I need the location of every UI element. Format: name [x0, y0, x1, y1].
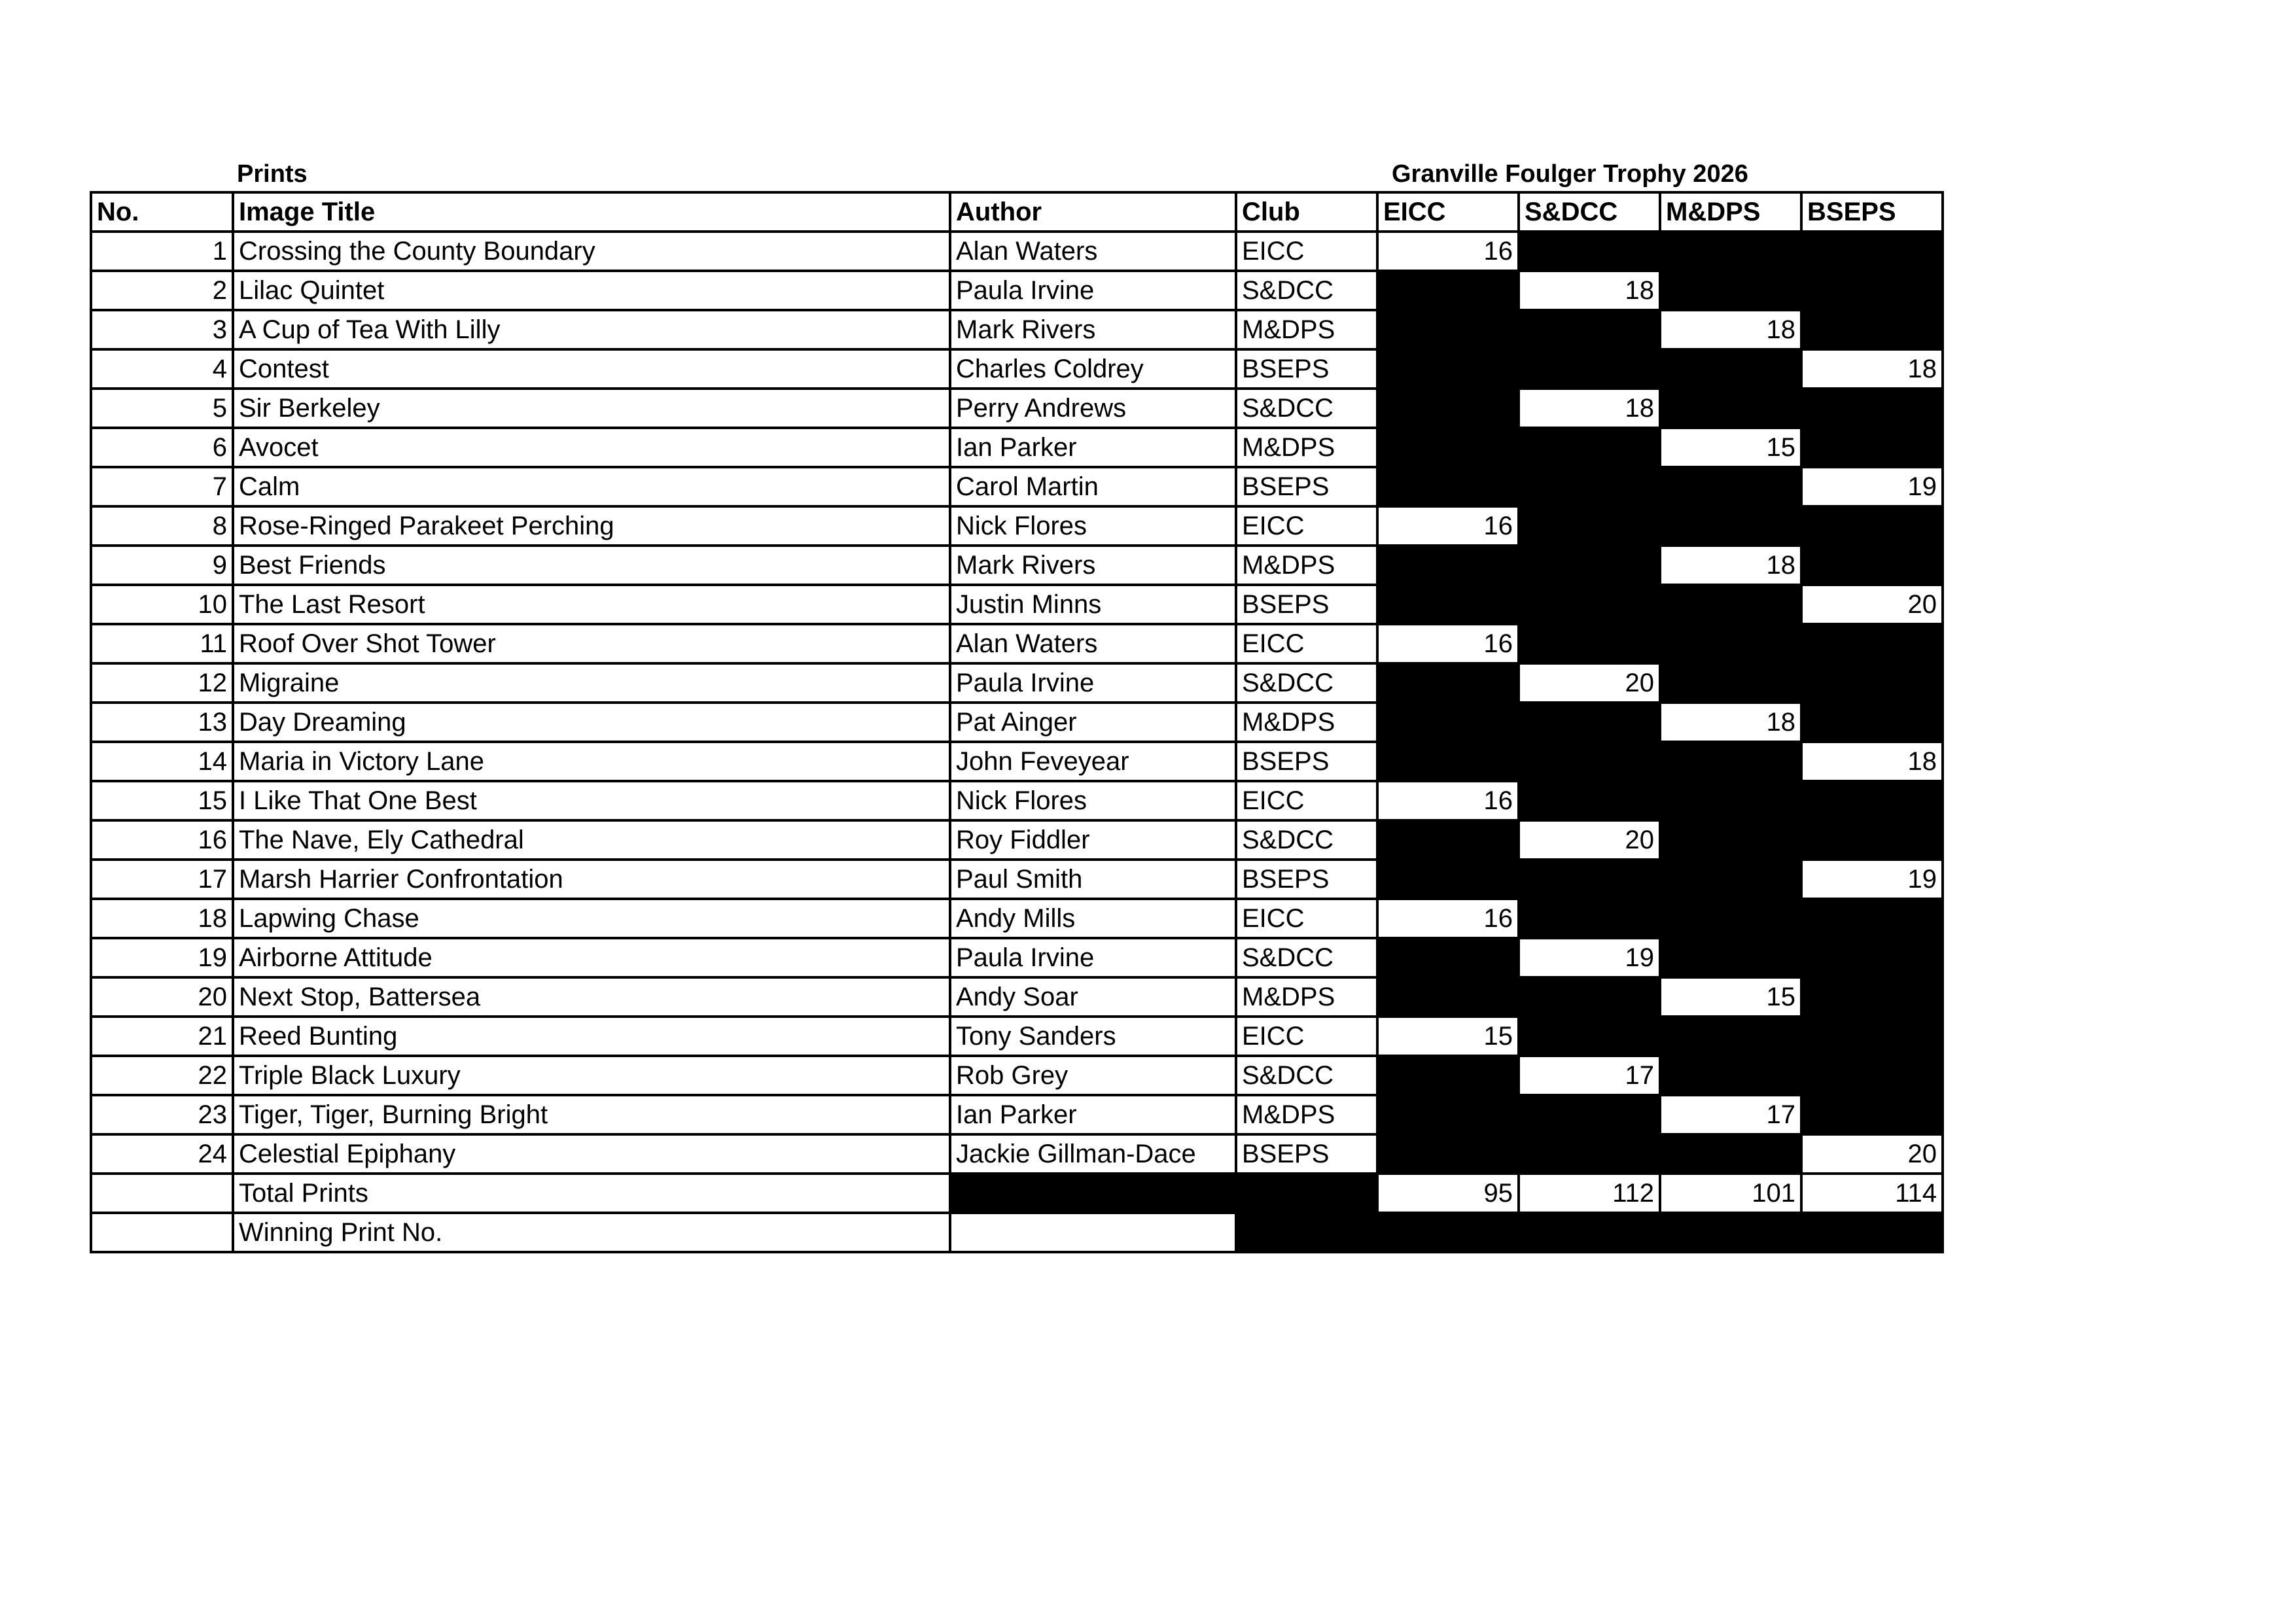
club-cell[interactable]: BSEPS	[1236, 585, 1377, 624]
table-row	[91, 506, 1943, 546]
entry-number-cell[interactable]: 10	[91, 585, 233, 624]
blocked-cell	[1660, 938, 1801, 977]
blocked-cell	[1519, 232, 1660, 271]
table-row	[91, 624, 1943, 663]
blocked-cell	[1377, 742, 1519, 781]
blocked-cell	[1660, 899, 1801, 938]
score-cell-mdps[interactable]: 18	[1660, 546, 1801, 585]
blocked-cell	[1377, 703, 1519, 742]
club-cell[interactable]: BSEPS	[1236, 742, 1377, 781]
author-cell[interactable]: Ian Parker	[950, 428, 1236, 467]
blocked-cell	[1377, 585, 1519, 624]
score-cell-sdcc[interactable]: 20	[1519, 663, 1660, 703]
column-header-eicc[interactable]: EICC	[1377, 192, 1519, 232]
blocked-cell	[1660, 781, 1801, 820]
score-cell-bseps[interactable]: 18	[1801, 349, 1943, 389]
total-eicc[interactable]: 95	[1377, 1174, 1519, 1213]
table-row	[91, 310, 1943, 349]
score-cell-eicc[interactable]: 16	[1377, 506, 1519, 546]
club-cell[interactable]: S&DCC	[1236, 389, 1377, 428]
image-title-cell[interactable]: Airborne Attitude	[233, 938, 950, 977]
club-cell[interactable]: S&DCC	[1236, 938, 1377, 977]
table-row	[91, 899, 1943, 938]
score-cell-bseps[interactable]: 20	[1801, 1134, 1943, 1174]
table-row	[91, 977, 1943, 1017]
table-row	[91, 938, 1943, 977]
blocked-cell	[1377, 860, 1519, 899]
total-mdps[interactable]: 101	[1660, 1174, 1801, 1213]
column-header-image-title[interactable]: Image Title	[233, 192, 950, 232]
blocked-cell	[1377, 1095, 1519, 1134]
entry-number-cell[interactable]: 3	[91, 310, 233, 349]
blocked-cell	[1377, 389, 1519, 428]
table-row	[91, 703, 1943, 742]
image-title-cell[interactable]: Avocet	[233, 428, 950, 467]
club-cell[interactable]: M&DPS	[1236, 703, 1377, 742]
blocked-cell	[1660, 585, 1801, 624]
club-cell[interactable]: M&DPS	[1236, 1095, 1377, 1134]
blocked-cell	[1660, 271, 1801, 310]
image-title-cell[interactable]: Crossing the County Boundary	[233, 232, 950, 271]
blocked-cell	[1660, 1213, 1801, 1252]
entry-number-cell[interactable]: 12	[91, 663, 233, 703]
table-row	[91, 232, 1943, 271]
blocked-cell	[1801, 271, 1943, 310]
author-cell[interactable]: Jackie Gillman-Dace	[950, 1134, 1236, 1174]
blocked-cell	[1660, 860, 1801, 899]
author-cell[interactable]: Charles Coldrey	[950, 349, 1236, 389]
section-title: Prints	[237, 160, 308, 188]
blocked-cell	[1801, 428, 1943, 467]
club-cell[interactable]: EICC	[1236, 899, 1377, 938]
author-cell[interactable]: Andy Mills	[950, 899, 1236, 938]
score-cell-sdcc[interactable]: 18	[1519, 389, 1660, 428]
entry-number-cell[interactable]: 22	[91, 1056, 233, 1095]
image-title-cell[interactable]: Triple Black Luxury	[233, 1056, 950, 1095]
author-cell[interactable]: Rob Grey	[950, 1056, 1236, 1095]
blocked-cell	[1801, 899, 1943, 938]
score-cell-eicc[interactable]: 16	[1377, 624, 1519, 663]
image-title-cell[interactable]: Tiger, Tiger, Burning Bright	[233, 1095, 950, 1134]
entry-number-cell[interactable]: 13	[91, 703, 233, 742]
blocked-cell	[1801, 781, 1943, 820]
blocked-cell	[1660, 232, 1801, 271]
author-cell[interactable]: Carol Martin	[950, 467, 1236, 506]
image-title-cell[interactable]: I Like That One Best	[233, 781, 950, 820]
winning-print-input-cell[interactable]	[950, 1213, 1236, 1252]
table-row	[91, 349, 1943, 389]
score-cell-mdps[interactable]: 15	[1660, 977, 1801, 1017]
blocked-cell	[1519, 467, 1660, 506]
trophy-title: Granville Foulger Trophy 2026	[1392, 160, 1748, 188]
totals-label[interactable]: Total Prints	[233, 1174, 950, 1213]
blocked-cell	[1660, 1134, 1801, 1174]
table-row	[91, 860, 1943, 899]
image-title-cell[interactable]: A Cup of Tea With Lilly	[233, 310, 950, 349]
author-cell[interactable]: Mark Rivers	[950, 310, 1236, 349]
blocked-cell	[1377, 1056, 1519, 1095]
author-cell[interactable]: Paula Irvine	[950, 663, 1236, 703]
score-cell-mdps[interactable]: 17	[1660, 1095, 1801, 1134]
author-cell[interactable]: Nick Flores	[950, 781, 1236, 820]
column-header-bseps[interactable]: BSEPS	[1801, 192, 1943, 232]
header-row	[91, 192, 1943, 232]
blocked-cell	[1519, 703, 1660, 742]
entry-number-cell[interactable]: 20	[91, 977, 233, 1017]
table-row	[91, 428, 1943, 467]
author-cell[interactable]: Tony Sanders	[950, 1017, 1236, 1056]
blocked-cell	[1377, 310, 1519, 349]
image-title-cell[interactable]: Migraine	[233, 663, 950, 703]
blocked-cell	[1519, 310, 1660, 349]
blocked-cell	[1801, 977, 1943, 1017]
author-cell[interactable]: Justin Minns	[950, 585, 1236, 624]
total-sdcc[interactable]: 112	[1519, 1174, 1660, 1213]
score-cell-bseps[interactable]: 19	[1801, 467, 1943, 506]
entry-number-cell[interactable]: 21	[91, 1017, 233, 1056]
club-cell[interactable]: S&DCC	[1236, 1056, 1377, 1095]
blocked-cell	[1660, 820, 1801, 860]
blocked-cell	[1801, 1056, 1943, 1095]
blocked-cell	[1801, 389, 1943, 428]
blocked-cell	[1236, 1213, 1377, 1252]
club-cell[interactable]: BSEPS	[1236, 1134, 1377, 1174]
blocked-cell	[1519, 1213, 1660, 1252]
blocked-cell	[1801, 1213, 1943, 1252]
total-bseps[interactable]: 114	[1801, 1174, 1943, 1213]
table-row	[91, 1056, 1943, 1095]
blocked-cell	[1801, 703, 1943, 742]
table-row	[91, 742, 1943, 781]
results-table	[90, 191, 1944, 1253]
blocked-cell	[1519, 977, 1660, 1017]
blocked-cell	[1801, 232, 1943, 271]
image-title-cell[interactable]: Reed Bunting	[233, 1017, 950, 1056]
entry-number-cell[interactable]: 16	[91, 820, 233, 860]
entry-number-cell[interactable]: 6	[91, 428, 233, 467]
blocked-cell	[1660, 663, 1801, 703]
image-title-cell[interactable]: Maria in Victory Lane	[233, 742, 950, 781]
image-title-cell[interactable]: Roof Over Shot Tower	[233, 624, 950, 663]
author-cell[interactable]: John Feveyear	[950, 742, 1236, 781]
score-cell-sdcc[interactable]: 20	[1519, 820, 1660, 860]
author-cell[interactable]: Paula Irvine	[950, 938, 1236, 977]
score-cell-sdcc[interactable]: 17	[1519, 1056, 1660, 1095]
blocked-cell	[1377, 546, 1519, 585]
winning-row	[91, 1213, 1943, 1252]
column-header-no[interactable]: No.	[91, 192, 233, 232]
entry-number-cell[interactable]: 24	[91, 1134, 233, 1174]
image-title-cell[interactable]: Contest	[233, 349, 950, 389]
image-title-cell[interactable]: The Last Resort	[233, 585, 950, 624]
blocked-cell	[1519, 1134, 1660, 1174]
blocked-cell	[1236, 1174, 1377, 1213]
blocked-cell	[1377, 1213, 1519, 1252]
author-cell[interactable]: Alan Waters	[950, 232, 1236, 271]
entry-number-cell[interactable]: 15	[91, 781, 233, 820]
author-cell[interactable]: Perry Andrews	[950, 389, 1236, 428]
entry-number-cell[interactable]: 2	[91, 271, 233, 310]
blocked-cell	[1377, 663, 1519, 703]
winning-label[interactable]: Winning Print No.	[233, 1213, 950, 1252]
column-header-club[interactable]: Club	[1236, 192, 1377, 232]
entry-number-cell[interactable]: 8	[91, 506, 233, 546]
blocked-cell	[1377, 977, 1519, 1017]
entry-number-cell[interactable]: 11	[91, 624, 233, 663]
column-header-mdps[interactable]: M&DPS	[1660, 192, 1801, 232]
score-cell-eicc[interactable]: 16	[1377, 899, 1519, 938]
table-row	[91, 1095, 1943, 1134]
club-cell[interactable]: BSEPS	[1236, 467, 1377, 506]
score-cell-bseps[interactable]: 18	[1801, 742, 1943, 781]
blocked-cell	[1801, 546, 1943, 585]
blocked-cell	[1519, 1095, 1660, 1134]
blocked-cell	[1801, 310, 1943, 349]
blocked-cell	[1377, 938, 1519, 977]
blocked-cell	[1801, 663, 1943, 703]
author-cell[interactable]: Ian Parker	[950, 1095, 1236, 1134]
blocked-cell	[1801, 1095, 1943, 1134]
totals-row	[91, 1174, 1943, 1213]
score-cell-eicc[interactable]: 15	[1377, 1017, 1519, 1056]
club-cell[interactable]: EICC	[1236, 624, 1377, 663]
image-title-cell[interactable]: Lapwing Chase	[233, 899, 950, 938]
blocked-cell	[1660, 624, 1801, 663]
image-title-cell[interactable]: Celestial Epiphany	[233, 1134, 950, 1174]
blocked-cell	[1519, 899, 1660, 938]
blocked-cell	[1519, 781, 1660, 820]
table-row	[91, 1017, 1943, 1056]
table-row	[91, 663, 1943, 703]
entry-number-cell[interactable]: 23	[91, 1095, 233, 1134]
entry-number-cell[interactable]: 19	[91, 938, 233, 977]
image-title-cell[interactable]: Lilac Quintet	[233, 271, 950, 310]
club-cell[interactable]: EICC	[1236, 1017, 1377, 1056]
table-row	[91, 781, 1943, 820]
table-row	[91, 467, 1943, 506]
entry-number-cell[interactable]: 5	[91, 389, 233, 428]
entry-number-cell[interactable]: 18	[91, 899, 233, 938]
score-cell-bseps[interactable]: 20	[1801, 585, 1943, 624]
blocked-cell	[1519, 624, 1660, 663]
author-cell[interactable]: Paul Smith	[950, 860, 1236, 899]
blocked-cell	[1801, 624, 1943, 663]
club-cell[interactable]: S&DCC	[1236, 271, 1377, 310]
author-cell[interactable]: Pat Ainger	[950, 703, 1236, 742]
club-cell[interactable]: BSEPS	[1236, 860, 1377, 899]
blocked-cell	[1519, 428, 1660, 467]
entry-number-cell[interactable]: 17	[91, 860, 233, 899]
blocked-cell	[1519, 546, 1660, 585]
blocked-cell	[1660, 389, 1801, 428]
table-row	[91, 271, 1943, 310]
author-cell[interactable]: Paula Irvine	[950, 271, 1236, 310]
blocked-cell	[1519, 506, 1660, 546]
blocked-cell	[1377, 349, 1519, 389]
blocked-cell	[1519, 585, 1660, 624]
blocked-cell	[1519, 860, 1660, 899]
blocked-cell	[1519, 742, 1660, 781]
club-cell[interactable]: M&DPS	[1236, 977, 1377, 1017]
score-cell-eicc[interactable]: 16	[1377, 232, 1519, 271]
blocked-cell	[1660, 1017, 1801, 1056]
blocked-cell	[1377, 428, 1519, 467]
entry-number-cell[interactable]: 4	[91, 349, 233, 389]
author-cell[interactable]: Nick Flores	[950, 506, 1236, 546]
entry-number-cell[interactable]: 1	[91, 232, 233, 271]
table-row	[91, 546, 1943, 585]
blocked-cell	[1801, 1017, 1943, 1056]
blocked-cell	[1801, 506, 1943, 546]
image-title-cell[interactable]: Best Friends	[233, 546, 950, 585]
score-cell-mdps[interactable]: 18	[1660, 703, 1801, 742]
blocked-cell	[1660, 349, 1801, 389]
blocked-cell	[1801, 820, 1943, 860]
club-cell[interactable]: M&DPS	[1236, 546, 1377, 585]
club-cell[interactable]: EICC	[1236, 781, 1377, 820]
image-title-cell[interactable]: Day Dreaming	[233, 703, 950, 742]
blocked-cell	[1377, 820, 1519, 860]
image-title-cell[interactable]: Sir Berkeley	[233, 389, 950, 428]
score-cell-mdps[interactable]: 15	[1660, 428, 1801, 467]
blocked-cell	[1660, 742, 1801, 781]
score-cell-sdcc[interactable]: 18	[1519, 271, 1660, 310]
image-title-cell[interactable]: The Nave, Ely Cathedral	[233, 820, 950, 860]
blocked-cell	[1377, 1134, 1519, 1174]
club-cell[interactable]: S&DCC	[1236, 663, 1377, 703]
score-cell-eicc[interactable]: 16	[1377, 781, 1519, 820]
author-cell[interactable]: Mark Rivers	[950, 546, 1236, 585]
blocked-cell	[1519, 1017, 1660, 1056]
blocked-cell	[1377, 467, 1519, 506]
score-cell-bseps[interactable]: 19	[1801, 860, 1943, 899]
blocked-cell	[1660, 467, 1801, 506]
blocked-cell	[950, 1174, 1236, 1213]
table-row	[91, 1134, 1943, 1174]
score-cell-mdps[interactable]: 18	[1660, 310, 1801, 349]
image-title-cell[interactable]: Next Stop, Battersea	[233, 977, 950, 1017]
blocked-cell	[1377, 271, 1519, 310]
winning-no-cell[interactable]	[91, 1213, 233, 1252]
table-row	[91, 585, 1943, 624]
club-cell[interactable]: EICC	[1236, 506, 1377, 546]
score-cell-sdcc[interactable]: 19	[1519, 938, 1660, 977]
totals-no-cell[interactable]	[91, 1174, 233, 1213]
club-cell[interactable]: M&DPS	[1236, 310, 1377, 349]
author-cell[interactable]: Roy Fiddler	[950, 820, 1236, 860]
column-header-sdcc[interactable]: S&DCC	[1519, 192, 1660, 232]
table-row	[91, 389, 1943, 428]
image-title-cell[interactable]: Rose-Ringed Parakeet Perching	[233, 506, 950, 546]
blocked-cell	[1660, 506, 1801, 546]
club-cell[interactable]: EICC	[1236, 232, 1377, 271]
club-cell[interactable]: S&DCC	[1236, 820, 1377, 860]
entry-number-cell[interactable]: 7	[91, 467, 233, 506]
column-header-author[interactable]: Author	[950, 192, 1236, 232]
entry-number-cell[interactable]: 9	[91, 546, 233, 585]
author-cell[interactable]: Andy Soar	[950, 977, 1236, 1017]
blocked-cell	[1801, 938, 1943, 977]
table-row	[91, 820, 1943, 860]
blocked-cell	[1660, 1056, 1801, 1095]
club-cell[interactable]: BSEPS	[1236, 349, 1377, 389]
club-cell[interactable]: M&DPS	[1236, 428, 1377, 467]
image-title-cell[interactable]: Calm	[233, 467, 950, 506]
sheet-titles	[90, 157, 1955, 191]
entry-number-cell[interactable]: 14	[91, 742, 233, 781]
blocked-cell	[1519, 349, 1660, 389]
image-title-cell[interactable]: Marsh Harrier Confrontation	[233, 860, 950, 899]
author-cell[interactable]: Alan Waters	[950, 624, 1236, 663]
